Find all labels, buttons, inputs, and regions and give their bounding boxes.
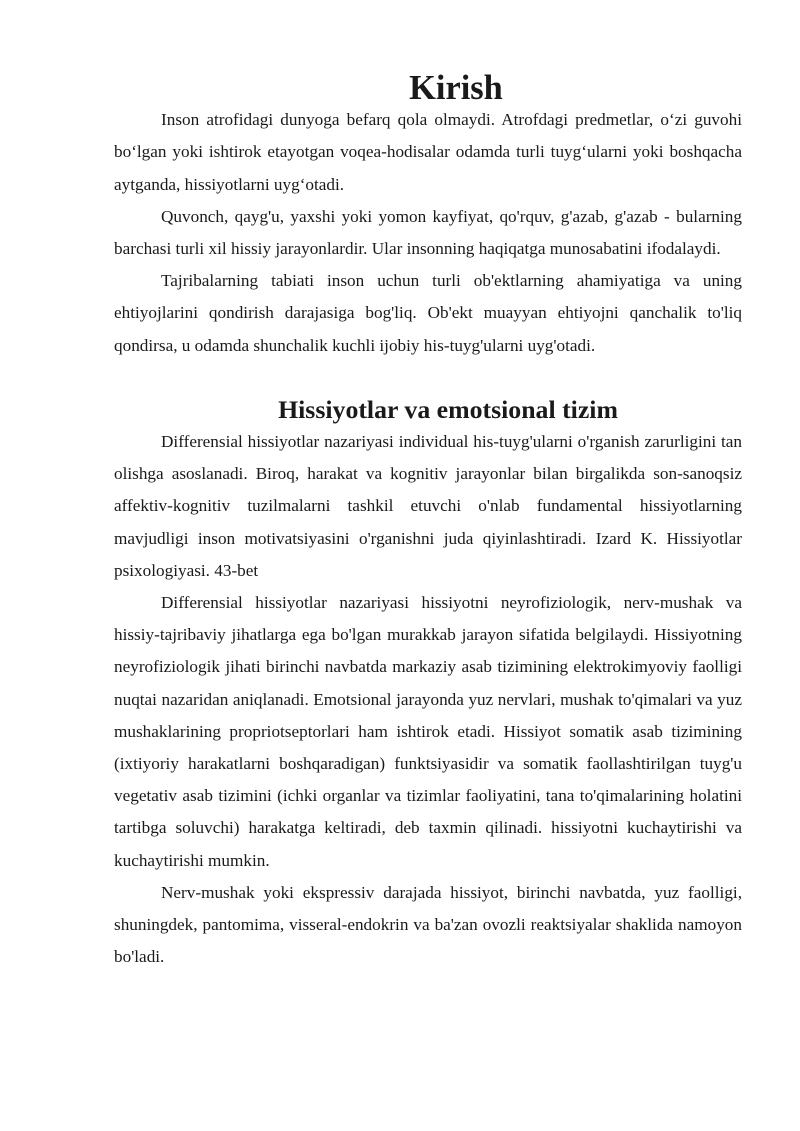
paragraph-intro-1: Inson atrofidagi dunyoga befarq qola olmaydi. Atrofdagi predmetlar, o‘zi guvohi bo‘lgan yoki ishtirok etayotgan voqea-hodisalar odamda turli tuyg‘ularni yoki boshqacha aytganda, hissiyotlarni uyg‘otadi. [114, 110, 742, 194]
paragraph-intro-2: Quvonch, qayg'u, yaxshi yoki yomon kayfiyat, qo'rquv, g'azab, g'azab - bularning barchasi turli xil hissiy jarayonlardir. Ular insonning haqiqatga munosabatini ifodalaydi. [114, 206, 742, 259]
heading-kirish: Kirish [409, 69, 503, 107]
paragraph-theory-3: Nerv-mushak yoki ekspressiv darajada hissiyot, birinchi navbatda, yuz faolligi, shuningdek, pantomima, visseral-endokrin va ba'zan ovozli reaktsiyalar shaklida namoyon bo'ladi. [114, 882, 742, 967]
paragraph-intro-3: Tajribalarning tabiati inson uchun turli ob'ektlarning ahamiyatiga va uning ehtiyojlarini qondirish darajasiga bog'liq. Ob'ekt muayyan ehtiyojni qanchalik to'liq qondirsa, u odamda shunchalik kuchli ijobiy his-tuyg'ularni uyg'otadi. [114, 271, 742, 355]
heading-emotional-system: Hissiyotlar va emotsional tizim [278, 394, 618, 424]
paragraph-theory-1: Differensial hissiyotlar nazariyasi individual his-tuyg'ularni o'rganish zarurligini tan olishga asoslanadi. Biroq, harakat va kognitiv jarayonlar bilan birgalikda son-sanoqsiz affektiv-kognitiv tuzilmalarni tashkil etuvchi o'nlab fundamental hissiyotlarning mavjudligi inson motivatsiyasini o'rganishni juda qiyinlashtiradi. Izard K. Hissiyotlar psixologiyasi. 43-bet [114, 432, 742, 580]
paragraph-theory-2: Differensial hissiyotlar nazariyasi hissiyotni neyrofiziologik, nerv-mushak va hissiy-tajribaviy jihatlarga ega bo'lgan murakkab jarayon sifatida belgilaydi. Hissiyotning neyrofiziologik jihati birinchi navbatda markaziy asab tizimining elektrokimyoviy faolligi nuqtai nazaridan aniqlanadi. Emotsional jarayonda yuz nervlari, mushak to'qimalari va yuz mushaklarining propriotseptorlari ham ishtirok etadi. Hissiyot somatik asab tizimining (ixtiyoriy harakatlarni boshqaradigan) funktsiyasidir va somatik faollashtirilgan tuyg'u vegetativ asab tizimini (ichki organlar va tizimlar faoliyatini, tana to'qimalarining holatini tartibga soluvchi) harakatga keltiradi, deb taxmin qilinadi. hissiyotni kuchaytirishi va kuchaytirishi mumkin. [114, 593, 742, 870]
